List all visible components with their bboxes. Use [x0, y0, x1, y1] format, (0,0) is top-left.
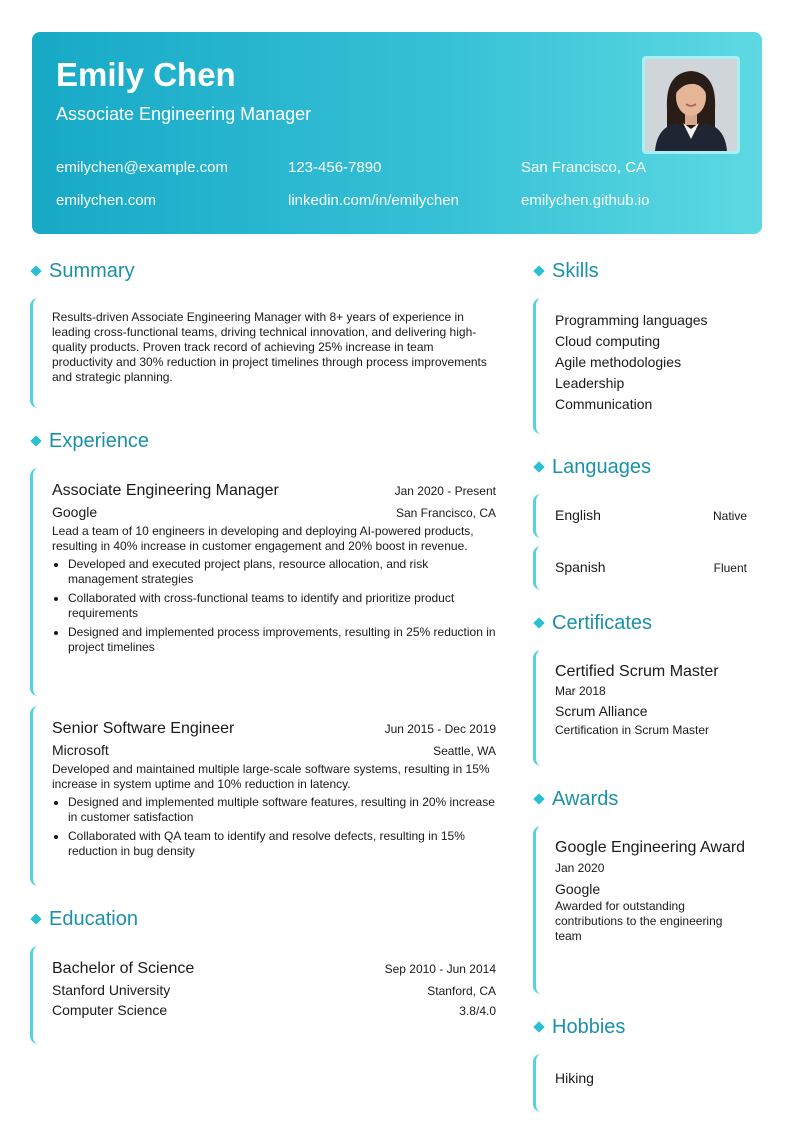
degree: Bachelor of Science	[52, 960, 195, 977]
language-entry	[533, 494, 763, 538]
job-location: Seattle, WA	[433, 744, 496, 758]
certificate-date: Mar 2018	[555, 684, 606, 698]
language-name: English	[555, 507, 601, 523]
contact-list	[56, 158, 746, 210]
awards-heading: Awards	[533, 786, 763, 812]
job-company: Microsoft	[52, 742, 109, 758]
job-title: Senior Software Engineer	[52, 720, 235, 737]
experience-heading: Experience	[30, 428, 496, 454]
contact-email[interactable]: emilychen@example.com	[56, 159, 228, 176]
main-column	[30, 258, 496, 1064]
skills-heading: Skills	[533, 258, 763, 284]
list-item: • Collaborated with QA team to identify and resolve defects, resulting in 15% reduction in bug density	[68, 829, 496, 859]
list-item: • Collaborated with cross-functional teams to identify and prioritize product requirements	[68, 591, 496, 621]
job-description: Lead a team of 10 engineers in developing and deploying AI-powered products, resulting in 40% increase in customer engagement and 20% boost in revenue.	[52, 524, 474, 553]
job-company: Google	[52, 504, 98, 520]
award-issuer: Google	[555, 881, 601, 897]
award-date: Jan 2020	[555, 861, 605, 875]
job-title: Associate Engineering Manager	[52, 482, 279, 499]
contact-github[interactable]: emilychen.github.io	[521, 192, 650, 209]
diamond-icon	[533, 793, 544, 804]
diamond-icon	[533, 617, 544, 628]
certificate-description: Certification in Scrum Master	[555, 723, 710, 737]
language-level: Fluent	[713, 561, 747, 575]
certificate-issuer: Scrum Alliance	[555, 703, 648, 719]
side-column	[533, 258, 763, 1132]
summary-text: Results-driven Associate Engineering Manager with 8+ years of experience in leading cross-functional teams, driving technical innovation, and delivering high-quality products. Proven track record of achieving 25% increase in team productivity and 30% reduction in project timelines through process improvements and strategic planning.	[52, 310, 487, 384]
education-dates: Sep 2010 - Jun 2014	[384, 962, 496, 976]
gpa: 3.8/4.0	[459, 1004, 496, 1018]
hobbies-heading: Hobbies	[533, 1014, 763, 1040]
certificate-card	[533, 650, 763, 766]
candidate-role: Associate Engineering Manager	[56, 104, 312, 124]
diamond-icon	[30, 913, 41, 924]
summary-card	[30, 298, 496, 408]
certificate-name: Certified Scrum Master	[555, 663, 719, 680]
job-bullets	[52, 557, 496, 655]
language-name: Spanish	[555, 559, 606, 575]
diamond-icon	[30, 435, 41, 446]
list-item: Agile methodologies	[555, 354, 682, 370]
education-card	[30, 946, 496, 1044]
school-location: Stanford, CA	[427, 984, 496, 998]
award-card	[533, 826, 763, 994]
job-bullets	[52, 795, 496, 859]
skills-card	[533, 298, 763, 434]
contact-linkedin[interactable]: linkedin.com/in/emilychen	[288, 192, 459, 209]
contact-phone[interactable]: 123-456-7890	[288, 159, 382, 176]
award-description: Awarded for outstanding contributions to the engineering team	[555, 899, 723, 943]
list-item: • Designed and implemented multiple software features, resulting in 20% increase in customer satisfaction	[68, 795, 496, 825]
list-item: • Designed and implemented process improvements, resulting in 25% reduction in project timelines	[68, 625, 496, 655]
avatar-image	[645, 59, 737, 151]
job-dates: Jan 2020 - Present	[394, 484, 496, 498]
list-item: Leadership	[555, 375, 625, 391]
hobbies-card	[533, 1054, 763, 1112]
candidate-name: Emily Chen	[56, 56, 236, 93]
diamond-icon	[533, 461, 544, 472]
list-item: Hiking	[555, 1070, 594, 1086]
summary-heading: Summary	[30, 258, 496, 284]
experience-entry	[30, 468, 496, 696]
resume-header	[32, 32, 762, 234]
languages-heading: Languages	[533, 454, 763, 480]
school: Stanford University	[52, 982, 171, 998]
education-heading: Education	[30, 906, 496, 932]
contact-website[interactable]: emilychen.com	[56, 192, 157, 209]
list-item: Programming languages	[555, 312, 708, 328]
profile-photo	[642, 56, 740, 154]
language-entry	[533, 546, 763, 590]
job-dates: Jun 2015 - Dec 2019	[384, 722, 496, 736]
experience-entry	[30, 706, 496, 886]
job-location: San Francisco, CA	[395, 506, 496, 520]
certificates-heading: Certificates	[533, 610, 763, 636]
diamond-icon	[30, 265, 41, 276]
award-name: Google Engineering Award	[555, 839, 746, 856]
field-of-study: Computer Science	[52, 1002, 168, 1018]
job-description: Developed and maintained multiple large-scale software systems, resulting in 15% increase in system uptime and 10% reduction in latency.	[52, 762, 490, 791]
list-item: Cloud computing	[555, 333, 661, 349]
language-level: Native	[712, 509, 747, 523]
diamond-icon	[533, 1021, 544, 1032]
diamond-icon	[533, 265, 544, 276]
list-item: • Developed and executed project plans, resource allocation, and risk management strategies	[68, 557, 496, 587]
list-item: Communication	[555, 396, 653, 412]
contact-location: San Francisco, CA	[521, 159, 647, 176]
